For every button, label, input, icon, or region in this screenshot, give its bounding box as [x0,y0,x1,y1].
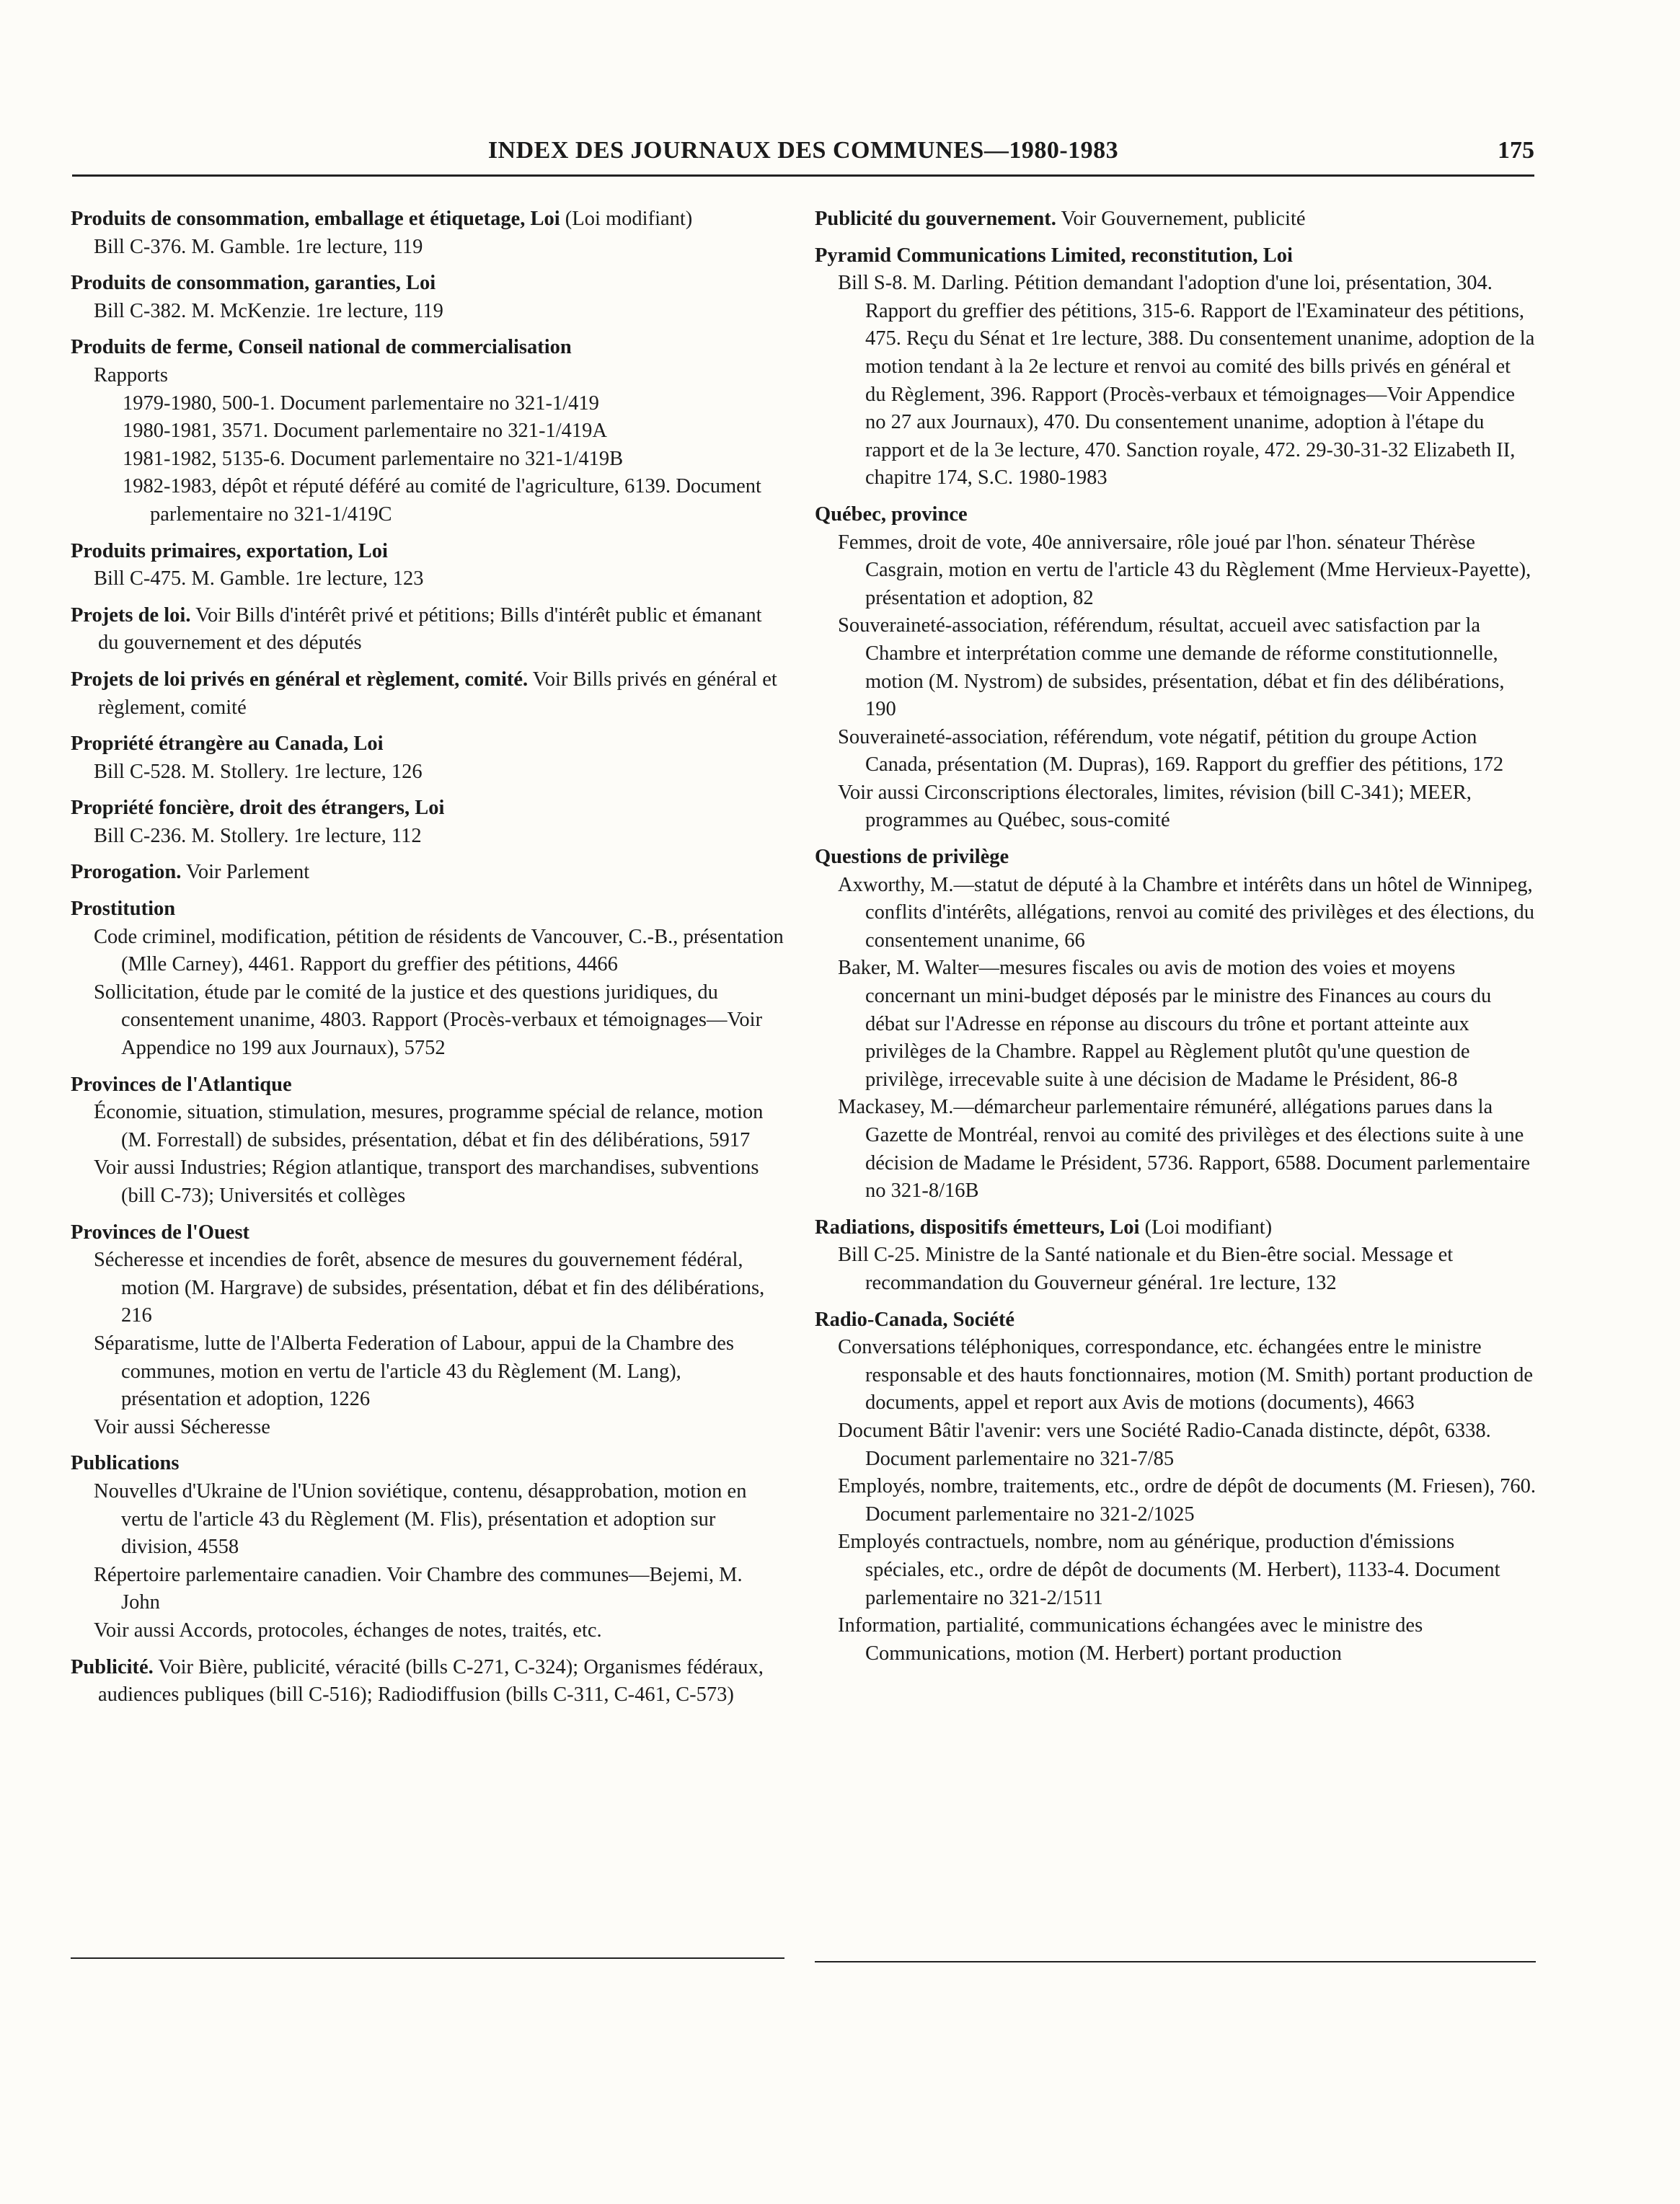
entry-subline: Employés contractuels, nombre, nom au générique, production d'émissions spéciales, etc., ordre de dépôt de documents (M. Herbert), 1133-4. Document parlementaire no 321-2/1511 [838,1531,1500,1609]
entry-heading-line [71,795,784,823]
entry-heading: Prorogation. [71,861,182,884]
entry-heading-line [71,859,784,887]
entry-heading: Provinces de l'Atlantique [71,1073,292,1096]
entry-heading: Propriété foncière, droit des étrangers, Loi [71,797,445,820]
index-entry [71,666,784,722]
entry-subline: Bill C-25. Ministre de la Santé nationale et du Bien-être social. Message et recommandation du Gouverneur général. 1re lecture, 132 [838,1244,1454,1294]
entry-heading-line [71,666,784,722]
index-entry [71,730,784,786]
entry-subline: Bill C-475. M. Gamble. 1re lecture, 123 [94,567,424,590]
entry-heading: Publicité du gouvernement. [815,208,1056,230]
entry-subline: Répertoire parlementaire canadien. Voir Chambre des communes—Bejemi, M. John [94,1563,743,1614]
entry-subline: Bill C-236. M. Stollery. 1re lecture, 112 [94,824,422,847]
index-entry [815,844,1536,1205]
entry-subline: Bill S-8. M. Darling. Pétition demandant l'adoption d'une loi, présentation, 304. Rapport du greffier des pétitions, 315-6. Rapport de l'Examinateur des pétitions, 475. Reçu du Sénat et 1re lecture, 388. Du consentement unanime, adoption de la motion tendant à la 2e lecture et renvoi au comité des bills privés en général et du Règlement, 396. Rapport (Procès-verbaux et témoignages—Voir Appendice no 27 aux Journaux), 470. Du consentement unanime, adoption à l'étape du rapport et de la 3e lecture, 470. Sanction royale, 472. 29-30-31-32 Elizabeth II, chapitre 174, S.C. 1980-1983 [838,272,1535,490]
entry-subline: Souveraineté-association, référendum, vote négatif, pétition du groupe Action Canada, présentation (M. Dupras), 169. Rapport du greffier des pétitions, 172 [838,725,1504,776]
right-column [815,205,1536,1676]
index-entry [71,1071,784,1211]
entry-heading: Produits de consommation, emballage et étiquetage, Loi [71,208,560,230]
entry-heading-line [815,844,1536,872]
entry-heading-line [71,538,784,566]
page-title: INDEX DES JOURNAUX DES COMMUNES—1980-1983 [487,137,1119,164]
entry-subline: Bill C-376. M. Gamble. 1re lecture, 119 [94,235,423,258]
entry-heading-line [71,1654,784,1709]
entry-heading: Propriété étrangère au Canada, Loi [71,733,384,756]
left-column [71,205,784,1718]
index-entry [815,1306,1536,1668]
entry-subline: Séparatisme, lutte de l'Alberta Federation of Labour, appui de la Chambre des communes, motion en vertu de l'article 43 du Règlement (M. Lang), présentation et adoption, 1226 [94,1332,734,1411]
entry-heading-continuation: (Loi modifiant) [1144,1216,1273,1239]
index-entry [815,242,1536,492]
entry-heading-line [815,205,1536,234]
entry-subline: Mackasey, M.—démarcheur parlementaire rémunéré, allégations parues dans la Gazette de Montréal, renvoi au comité des privilèges et des élections suite à une décision de Madame le Président, 5736. Rapport, 6588. Document parlementaire no 321-8/16B [838,1096,1531,1203]
entry-subsubline: 1982-1983, dépôt et réputé déféré au comité de l'agriculture, 6139. Document parlementaire no 321-1/419C [123,475,761,526]
index-entry [71,795,784,850]
index-entry [71,1654,784,1709]
entry-heading: Produits de consommation, garanties, Loi [71,272,436,295]
entry-heading: Produits primaires, exportation, Loi [71,539,388,562]
entry-heading-continuation: Voir Bière, publicité, véracité (bills C-271, C-324); Organismes fédéraux, audiences publiques (bill C-516); Radiodiffusion (bills C-311, C-461, C-573) [98,1655,764,1707]
index-entry [71,895,784,1063]
entry-heading-line [71,270,784,298]
page-number: 175 [1498,137,1534,164]
index-entry [71,205,784,261]
entry-subline: Rapports [94,363,168,386]
entry-subline: Voir aussi Industries; Région atlantique, transport des marchandises, subventions (bill C-73); Universités et collèges [94,1156,759,1207]
entry-subline: Document Bâtir l'avenir: vers une Société Radio-Canada distincte, dépôt, 6338. Document parlementaire no 321-7/85 [838,1419,1491,1470]
entry-heading: Projets de loi privés en général et règlement, comité. [71,668,529,691]
entry-subline: Information, partialité, communications échangées avec le ministre des Communications, motion (M. Herbert) portant production [838,1614,1423,1665]
entry-subline: Code criminel, modification, pétition de résidents de Vancouver, C.-B., présentation (Mlle Carney), 4461. Rapport du greffier des pétitions, 4466 [94,925,784,976]
index-entry [71,859,784,887]
entry-heading-line [71,895,784,924]
entry-heading-continuation: Voir Parlement [185,861,310,884]
entry-heading-line [815,242,1536,270]
bottom-rule [815,1961,1536,1962]
entry-subline: Économie, situation, stimulation, mesures, programme spécial de relance, motion (M. Forrestall) de subsides, présentation, débat et fin des délibérations, 5917 [94,1101,764,1151]
entry-heading: Produits de ferme, Conseil national de commercialisation [71,336,572,359]
bottom-rule-left [71,1957,784,1959]
entry-heading-line [71,205,784,234]
entry-heading: Pyramid Communications Limited, reconstitution, Loi [815,244,1293,267]
entry-subline: Voir aussi Accords, protocoles, échanges de notes, traités, etc. [94,1619,602,1642]
index-entry [71,1450,784,1645]
entry-subline: Sollicitation, étude par le comité de la justice et des questions juridiques, du consentement unanime, 4803. Rapport (Procès-verbaux et témoignages—Voir Appendice no 199 aux Journaux), 5752 [94,981,763,1060]
entry-heading: Québec, province [815,503,968,526]
entry-subline: Baker, M. Walter—mesures fiscales ou avis de motion des voies et moyens concernant un mini-budget déposés par le ministre des Finances au cours du débat sur l'Adresse en réponse au discours du trône et portant atteinte aux privilèges de la Chambre. Rappel au Règlement plutôt qu'une question de privilège, irrecevable suite à une décision de Madame le Président, 86-8 [838,957,1492,1091]
index-entry [815,501,1536,835]
entry-subline: Employés, nombre, traitements, etc., ordre de dépôt de documents (M. Friesen), 760. Document parlementaire no 321-2/1025 [838,1475,1536,1526]
entry-heading-line [71,1450,784,1478]
entry-subsubline: 1979-1980, 500-1. Document parlementaire no 321-1/419 [123,391,599,415]
entry-heading-line [71,602,784,658]
index-entry [71,602,784,658]
entry-heading-line [815,1306,1536,1335]
entry-subline: Bill C-528. M. Stollery. 1re lecture, 126 [94,760,423,783]
entry-subline: Sécheresse et incendies de forêt, absence de mesures du gouvernement fédéral, motion (M. Hargrave) de subsides, présentation, débat et fin des délibérations, 216 [94,1249,765,1327]
entry-subline: Souveraineté-association, référendum, résultat, accueil avec satisfaction par la Chambre et interprétation comme une demande de réforme constitutionnelle, motion (M. Nystrom) de subsides, présentation, débat et fin des délibérations, 190 [838,614,1505,721]
entry-heading-line [71,1219,784,1247]
entry-heading: Publicité. [71,1655,154,1678]
entry-heading-continuation: Voir Gouvernement, publicité [1061,208,1306,230]
entry-subline: Femmes, droit de vote, 40e anniversaire, rôle joué par l'hon. sénateur Thérèse Casgrain, motion en vertu de l'article 43 du Règlement (Mme Hervieux-Payette), présentation et adoption, 82 [838,531,1531,609]
entry-heading-line [71,334,784,362]
page-header [72,131,1534,177]
entry-heading-continuation: Voir Bills d'intérêt privé et pétitions; Bills d'intérêt public et émanant du gouvernement et des députés [98,603,762,655]
entry-heading: Radio-Canada, Société [815,1308,1015,1331]
entry-heading-continuation: (Loi modifiant) [565,208,693,230]
entry-heading-line [71,1071,784,1099]
entry-subline: Nouvelles d'Ukraine de l'Union soviétique, contenu, désapprobation, motion en vertu de l'article 43 du Règlement (M. Flis), présentation et adoption sur division, 4558 [94,1479,747,1559]
index-entry [71,270,784,325]
entry-subline: Conversations téléphoniques, correspondance, etc. échangées entre le ministre responsable et des hauts fonctionnaires, motion (M. Smith) portant production de documents, appel et report aux Avis de motions (documents), 4663 [838,1336,1534,1415]
entry-subsubline: 1980-1981, 3571. Document parlementaire no 321-1/419A [123,420,607,443]
entry-heading-continuation: Voir Bills privés en général et règlement, comité [98,668,777,719]
entry-heading: Questions de privilège [815,846,1009,869]
entry-subsubline: 1981-1982, 5135-6. Document parlementaire no 321-1/419B [123,447,624,470]
index-entry [815,1214,1536,1298]
entry-subline: Voir aussi Sécheresse [94,1415,270,1438]
entry-subline: Bill C-382. M. McKenzie. 1re lecture, 119 [94,299,443,322]
entry-heading: Prostitution [71,898,176,921]
entry-heading: Projets de loi. [71,603,191,627]
entry-heading: Radiations, dispositifs émetteurs, Loi [815,1216,1140,1239]
index-entry [71,538,784,593]
index-entry [815,205,1536,234]
entry-heading: Provinces de l'Ouest [71,1221,250,1244]
entry-heading-line [815,1214,1536,1242]
entry-heading: Publications [71,1452,180,1475]
index-entry [71,334,784,528]
entry-subline: Voir aussi Circonscriptions électorales, limites, révision (bill C-341); MEER, programmes au Québec, sous-comité [838,781,1472,832]
entry-heading-line [71,730,784,758]
entry-subline: Axworthy, M.—statut de député à la Chambre et intérêts dans un hôtel de Winnipeg, conflits d'intérêts, allégations, renvoi au comité des privilèges et des élections, du consentement unanime, 66 [838,873,1534,952]
entry-heading-line [815,501,1536,529]
index-entry [71,1219,784,1442]
